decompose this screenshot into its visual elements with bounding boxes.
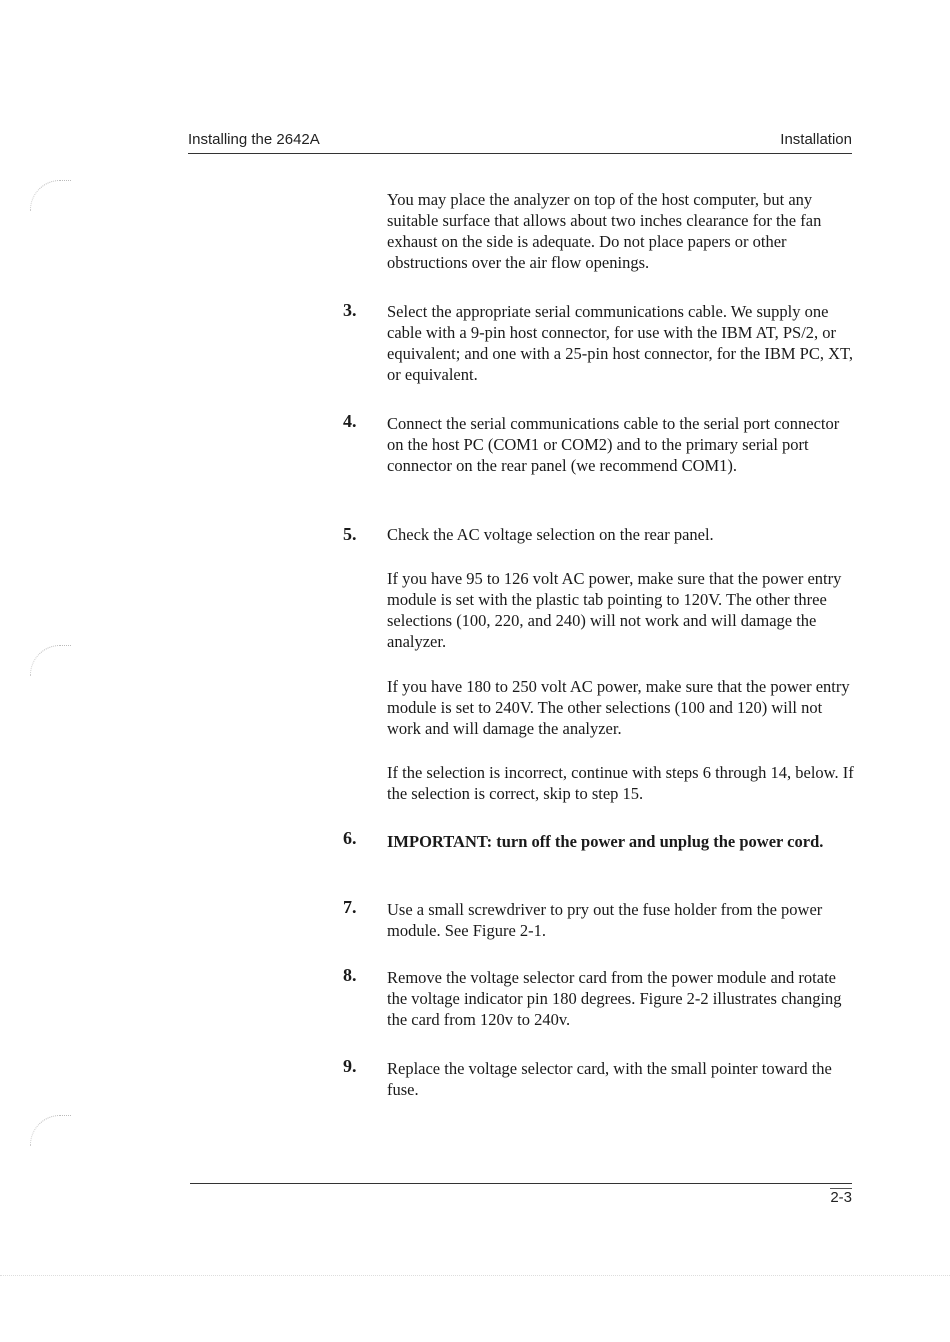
running-header — [188, 131, 852, 154]
step-text: Check the AC voltage selection on the rear panel. — [387, 525, 714, 544]
step-text: Use a small screwdriver to pry out the fuse holder from the power module. See Figure 2-1. — [387, 900, 823, 940]
page-number — [830, 1189, 852, 1206]
step-number: 4. — [343, 411, 357, 431]
step-number: 8. — [343, 965, 357, 985]
step-number: 6. — [343, 828, 357, 848]
step-text: Connect the serial communications cable to the serial port connector on the host PC (COM1 or COM2) and to the primary serial port connector on the rear panel (we recommend COM1). — [387, 414, 840, 475]
page-number-label: 2-3 — [830, 1189, 852, 1206]
binder-hole-mark — [30, 1115, 71, 1146]
step-sub-paragraph: If the selection is incorrect, continue with steps 6 through 14, below. If the selection is correct, skip to step 15. — [387, 763, 854, 803]
important-warning: IMPORTANT: turn off the power and unplug the power cord. — [387, 832, 824, 851]
binder-hole-mark — [30, 180, 71, 211]
step-number: 7. — [343, 897, 357, 917]
step-text: Replace the voltage selector card, with the small pointer toward the fuse. — [387, 1059, 832, 1099]
header-chapter-title: Installation — [780, 131, 852, 148]
step-sub-paragraph: If you have 180 to 250 volt AC power, make sure that the power entry module is set to 240V. The other selections (100 and 120) will not work and will damage the analyzer. — [387, 677, 850, 738]
step-number: 9. — [343, 1056, 357, 1076]
header-section-title: Installing the 2642A — [188, 131, 320, 148]
intro-paragraph: You may place the analyzer on top of the host computer, but any suitable surface that allows about two inches clearance for the fan exhaust on the side is adequate. Do not place papers or other obstructions over the air flow openings. — [387, 190, 822, 272]
step-text: Select the appropriate serial communications cable. We supply one cable with a 9-pin host connector, for use with the IBM AT, PS/2, or equivalent; and one with a 25-pin host connector, for the IBM PC, XT, or equivalent. — [387, 302, 853, 384]
footer-rule — [190, 1183, 852, 1184]
step-number: 5. — [343, 524, 357, 544]
scan-edge-line — [0, 1275, 950, 1276]
step-text: Remove the voltage selector card from the power module and rotate the voltage indicator pin 180 degrees. Figure 2-2 illustrates changing the card from 120v to 240v. — [387, 968, 842, 1029]
step-number: 3. — [343, 300, 357, 320]
step-sub-paragraph: If you have 95 to 126 volt AC power, make sure that the power entry module is set with the plastic tab pointing to 120V. The other three selections (100, 220, and 240) will not work and will damage the analyzer. — [387, 569, 842, 651]
binder-hole-mark — [30, 645, 71, 676]
